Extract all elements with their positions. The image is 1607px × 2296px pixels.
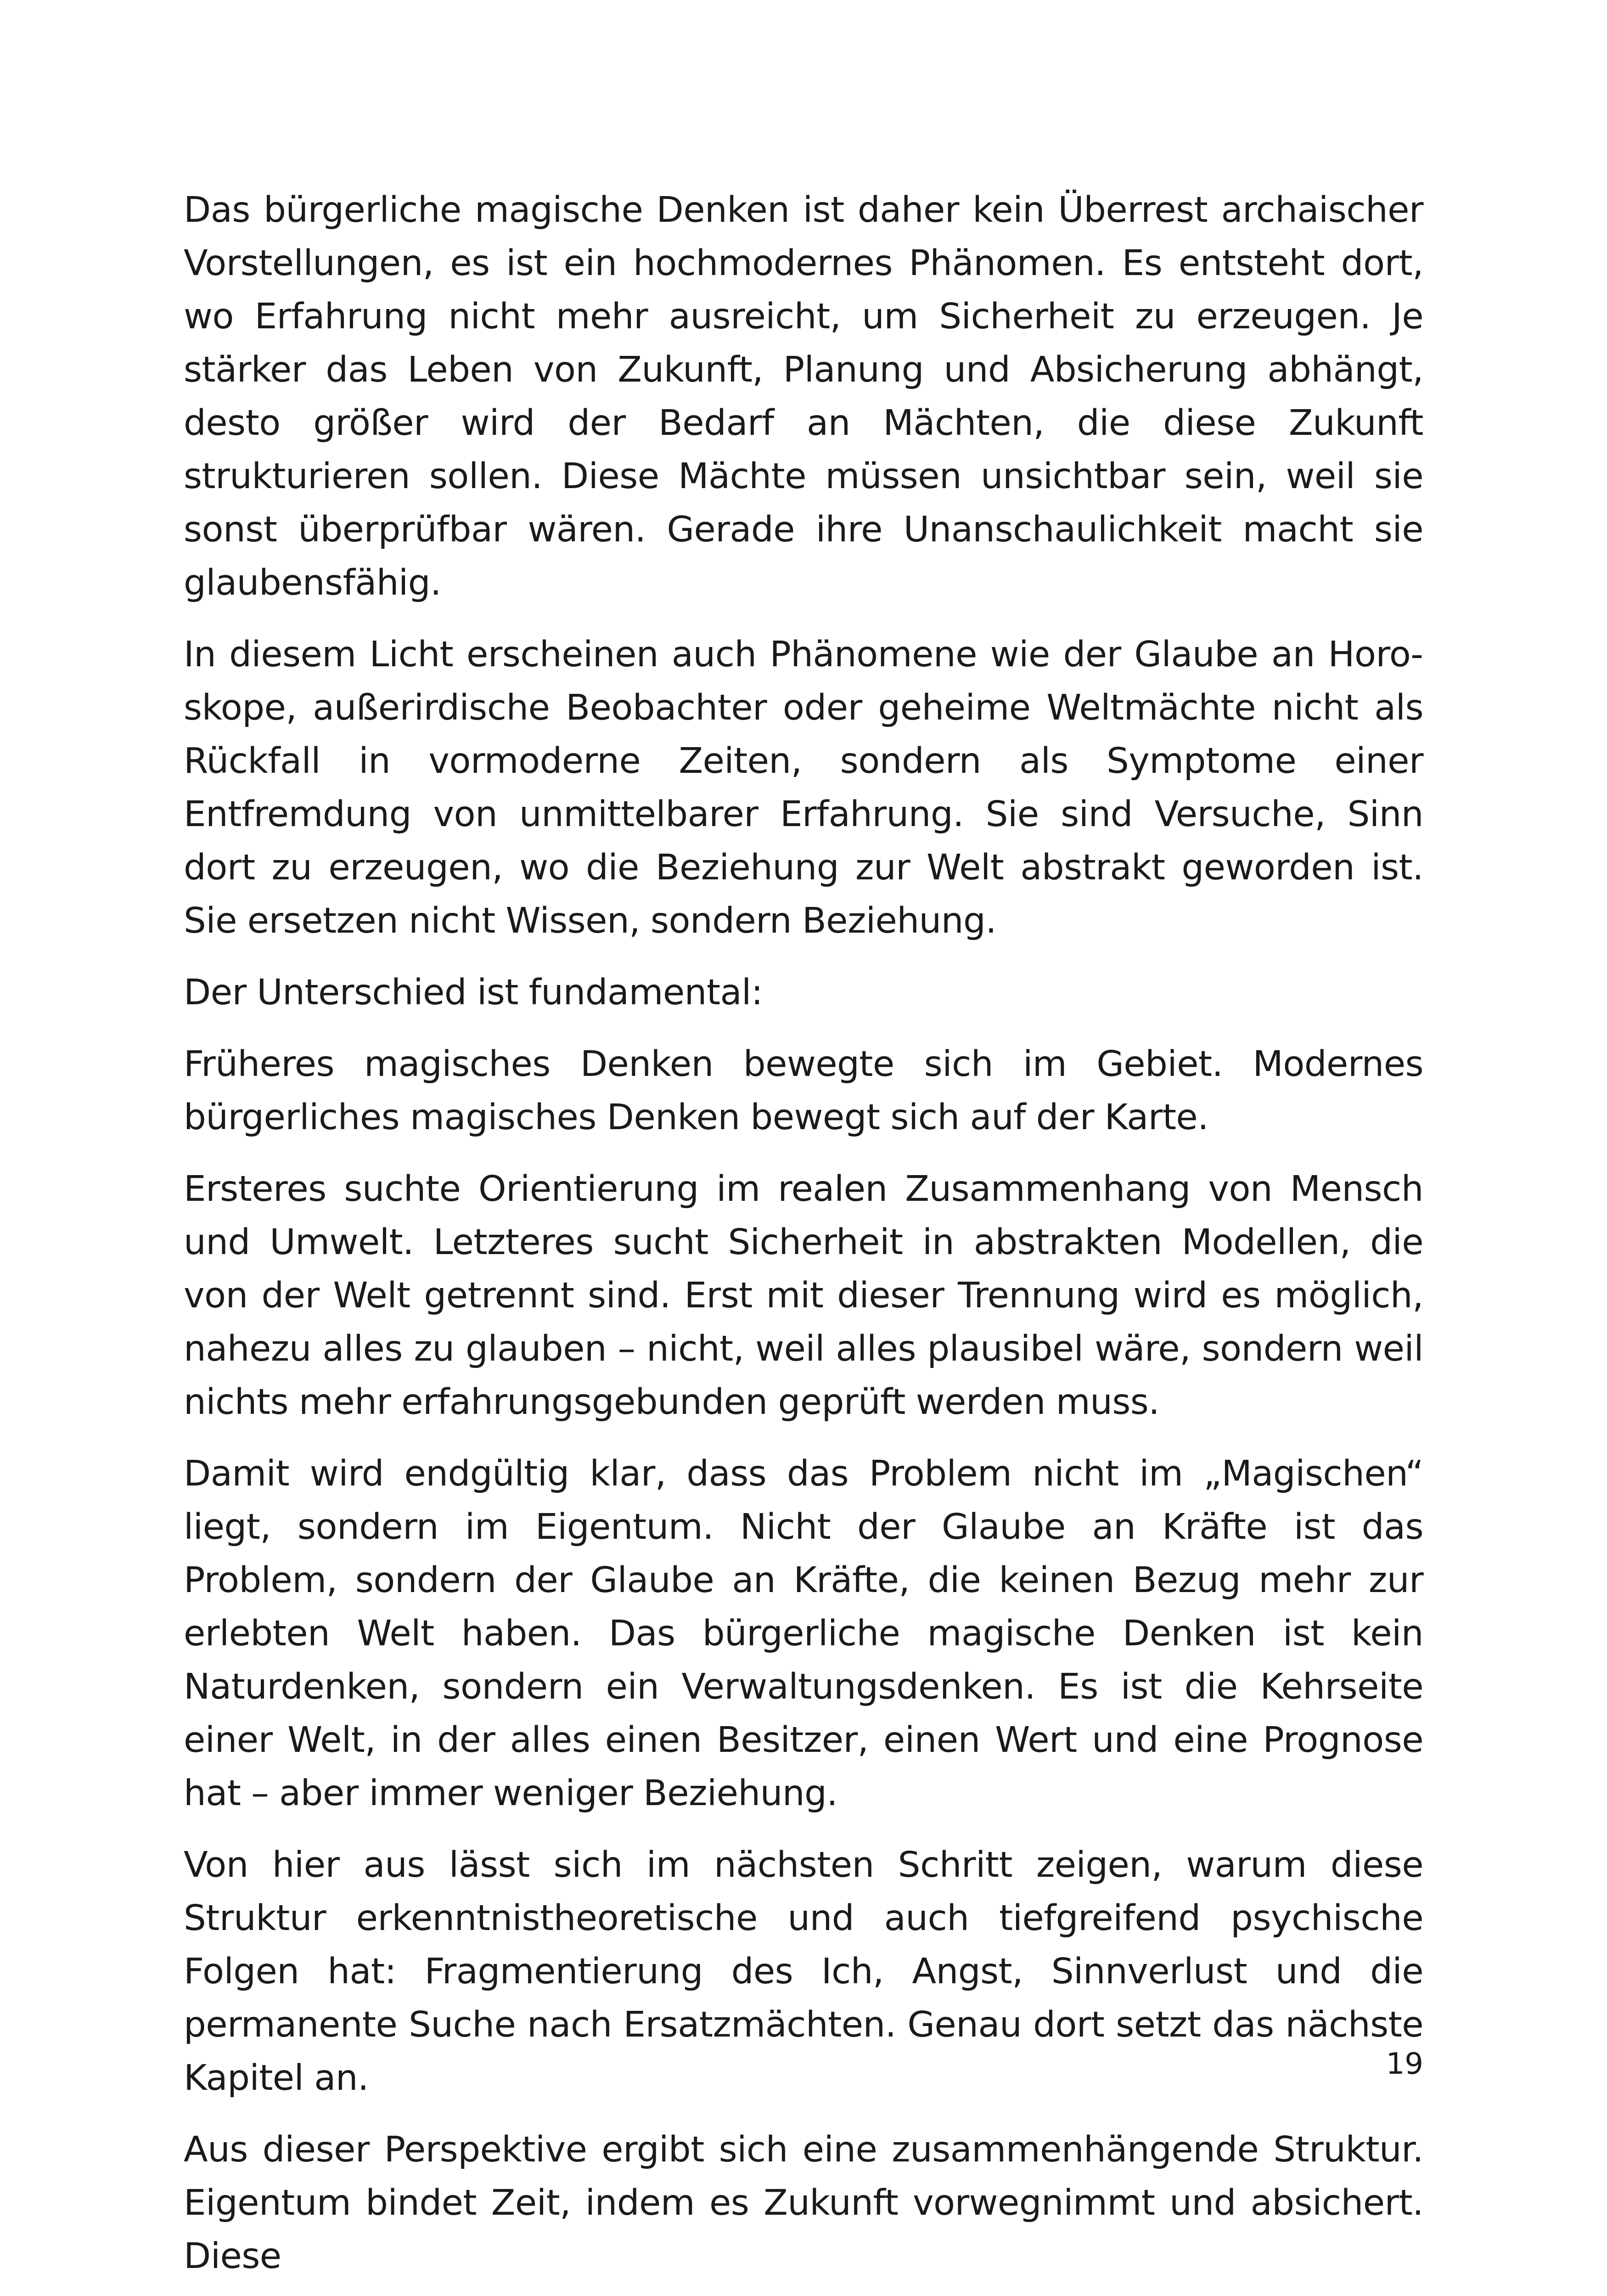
paragraph-4: Früheres magisches Denken bewegte sich im Gebiet. Modernes bürgerliches magisches Denken bewegt sich auf der Karte.: [184, 1044, 1423, 1138]
paragraph-6: Damit wird endgültig klar, dass das Problem nicht im „Magischen“ liegt, sondern im Eigentum. Nicht der Glaube an Kräfte ist das Problem, sondern der Glaube an Kräfte, die keinen Bezug mehr zur erlebten Welt haben. Das bürgerliche magische Denken ist kein Naturdenken, sondern ein Verwaltungsdenken. Es ist die Kehrseite einer Welt, in der alles einen Besitzer, einen Wert und eine Prognose hat – aber immer weniger Beziehung.: [184, 1453, 1423, 1814]
paragraph-1: Das bürgerliche magische Denken ist daher kein Überrest archaischer Vorstellungen, es ist ein hochmodernes Phänomen. Es entsteht dort, wo Erfahrung nicht mehr ausreicht, um Sicherheit zu erzeugen. Je stärker das Leben von Zukunft, Planung und Absicherung abhängt, desto größer wird der Bedarf an Mächten, die diese Zukunft strukturieren sollen. Diese Mächte müssen unsichtbar sein, weil sie sonst überprüfbar wären. Gerade ihre Unanschaulichkeit macht sie glaubensfähig.: [184, 190, 1423, 603]
paragraph-3: Der Unterschied ist fundamental:: [184, 972, 763, 1013]
paragraph-5: Ersteres suchte Orientierung im realen Zusammenhang von Mensch und Umwelt. Letzteres sucht Sicherheit in abstrakten Modellen, die von der Welt getrennt sind. Erst mit dieser Trennung wird es möglich, nahezu alles zu glauben – nicht, weil alles plausibel wäre, sondern weil nichts mehr erfahrungsgebunden geprüft werden muss.: [184, 1169, 1423, 1423]
paragraph-7: Von hier aus lässt sich im nächsten Schritt zeigen, warum diese Struktur erkenntnistheoretische und auch tiefgreifend psychische Folgen hat: Fragmentierung des Ich, Angst, Sinnverlust und die permanente Suche nach Ersatzmächten. Genau dort setzt das nächste Kapitel an.: [184, 1845, 1423, 2099]
paragraph-8: Aus dieser Perspektive ergibt sich eine zusammenhängende Struktur. Eigentum bindet Zeit, indem es Zukunft vorwegnimmt und absichert. Diese: [184, 2129, 1423, 2277]
page-body: [184, 184, 1423, 2296]
page-number: 19: [1386, 2047, 1423, 2081]
paragraph-2: In diesem Licht erscheinen auch Phänomene wie der Glaube an Horoskope, außerirdische Beobachter oder geheime Weltmächte nicht als Rückfall in vormoderne Zeiten, sondern als Symptome einer Entfremdung von unmittelbarer Erfahrung. Sie sind Versuche, Sinn dort zu erzeugen, wo die Beziehung zur Welt abstrakt geworden ist. Sie ersetzen nicht Wissen, sondern Beziehung.: [184, 634, 1423, 941]
